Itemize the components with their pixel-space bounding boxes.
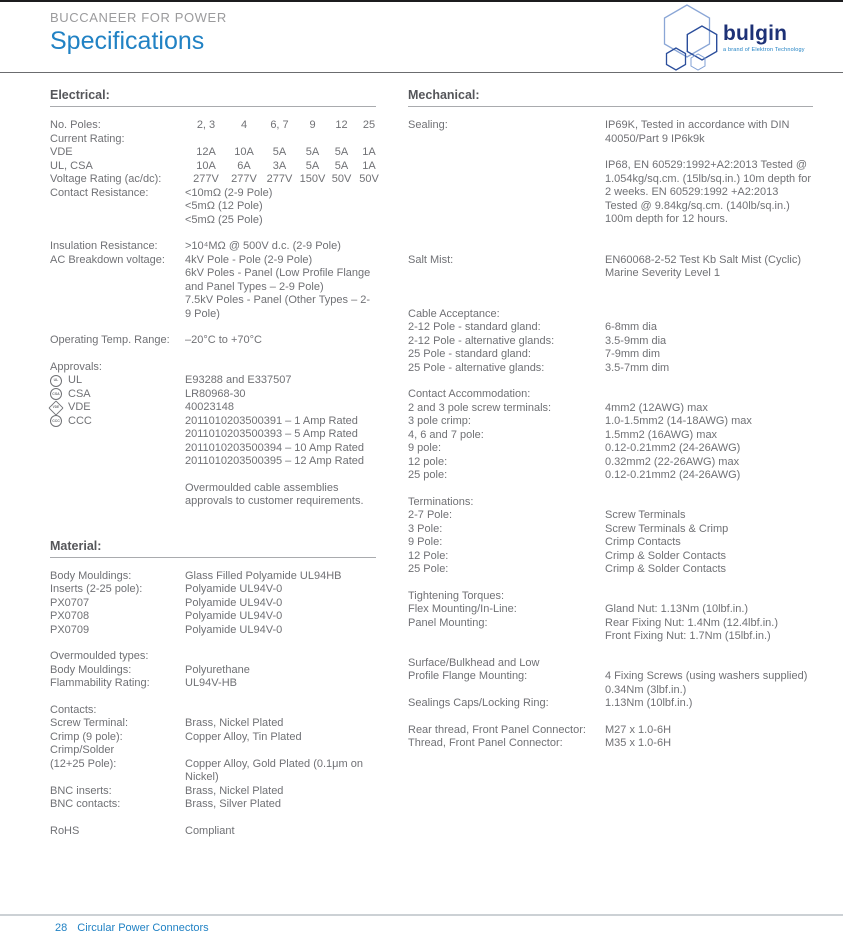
spec-label: Current Rating: [50, 132, 125, 145]
spec-label: 12 Pole: [408, 549, 449, 562]
group-header-row [408, 590, 813, 604]
spec-row [408, 348, 813, 362]
spec-value: Copper Alloy, Tin Plated [185, 730, 302, 743]
page-footer [0, 914, 843, 931]
spec-row [408, 402, 813, 416]
spec-label: Crimp/Solder (12+25 Pole): [50, 744, 117, 770]
spec-label: Flammability Rating: [50, 677, 150, 689]
spec-value: >10⁴MΩ @ 500V d.c. (2-9 Pole) [185, 240, 341, 252]
agency-ul: UL UL [50, 374, 185, 388]
table-cell: 12 [335, 119, 348, 131]
electrical-section-title: Electrical: [50, 88, 376, 107]
table-cell: 50V [359, 173, 379, 185]
spec-value: Brass, Silver Plated [185, 798, 281, 810]
spec-value: Brass, Nickel Plated [185, 717, 284, 729]
spec-row [50, 187, 376, 228]
approvals-row [50, 361, 376, 375]
spec-label: PX0708 [50, 610, 90, 622]
vde-mark-icon: VDE [48, 400, 63, 415]
group-header: Contact Accommodation: [408, 388, 531, 400]
spec-row [408, 563, 813, 577]
table-cell: 150V [299, 173, 326, 185]
ul-mark-icon: UL [50, 375, 62, 387]
spec-label: PX0707 [50, 596, 90, 609]
content-columns [0, 72, 843, 838]
spec-label: Sealing: [408, 119, 448, 131]
table-row [50, 119, 376, 133]
spec-label: Screw Terminal: [50, 717, 129, 729]
page-title: Specifications [50, 27, 205, 55]
spec-row [50, 597, 376, 611]
spec-label: AC Breakdown voltage: [50, 253, 165, 266]
spec-row [408, 119, 813, 227]
table-cell: 9 [309, 119, 316, 131]
spec-label: 2-12 Pole - alternative glands: [408, 334, 555, 347]
table-cell: 277V [193, 173, 219, 185]
spec-value: Crimp & Solder Contacts [605, 563, 727, 575]
group-header-row [408, 388, 813, 402]
group-header: Tightening Torques: [408, 589, 505, 602]
spec-row [408, 697, 813, 711]
footer-label: Circular Power Connectors [77, 922, 209, 931]
spec-label: Salt Mist: [408, 253, 454, 266]
table-cell: 4 [240, 119, 248, 131]
spec-value: Gland Nut: 1.13Nm (10lbf.in.) [605, 603, 749, 615]
spec-row [50, 677, 376, 691]
group-header-row [50, 704, 376, 718]
spec-row [50, 240, 376, 254]
group-header: Terminations: [408, 495, 474, 508]
table-cell: 277V [266, 173, 293, 185]
table-cell: 50V [331, 173, 352, 185]
spec-label: VDE [50, 146, 73, 158]
table-cell: 2, 3 [196, 119, 216, 131]
spec-value: EN60068-2-52 Test Kb Salt Mist (Cyclic) Marine Severity Level 1 [605, 253, 802, 279]
spec-label: BNC contacts: [50, 798, 121, 810]
spec-value: Polyamide UL94V-0 [185, 623, 283, 636]
spec-value: Crimp Contacts [605, 536, 681, 548]
spec-row [408, 335, 813, 349]
agency-csa: CSA CSA [50, 388, 185, 402]
spec-row [50, 254, 376, 322]
spec-value: –20°C to +70°C [185, 334, 262, 346]
spec-value: Polyamide UL94V-0 [185, 596, 283, 609]
spec-row [408, 536, 813, 550]
group-header: Overmoulded types: [50, 650, 149, 662]
table-cell: 5A [305, 146, 320, 158]
spec-row [50, 785, 376, 799]
table-row [50, 146, 376, 160]
spec-label: 3 pole crimp: [408, 415, 471, 427]
table-row [50, 160, 376, 174]
spec-row [50, 731, 376, 745]
spec-label: 25 Pole - standard gland: [408, 348, 531, 360]
table-cell: 25 [362, 119, 376, 131]
spec-value: Rear Fixing Nut: 1.4Nm (12.4lbf.in.) Front Fixing Nut: 1.7Nm (15lbf.in.) [605, 616, 779, 642]
spec-label: Insulation Resistance: [50, 240, 158, 252]
spec-label: No. Poles: [50, 119, 101, 131]
spec-row [408, 456, 813, 470]
mechanical-section [408, 88, 813, 751]
agency-vde: VDE VDE [50, 401, 185, 415]
spec-row [50, 334, 376, 348]
approvals-detail [50, 374, 376, 509]
approval-numbers: E93288 and E337507 LR80968-30 40023148 2011010203500391 – 1 Amp Rated 2011010203500393 – 5 Amp Rated 2011010203500394 – 10 Amp Rated 2011010203500395 – 12 Amp Rated Overmoulded cable assemblies approvals to customer requirements. [185, 374, 376, 509]
spec-label: 25 Pole: [408, 563, 449, 575]
spec-label: 9 Pole: [408, 536, 443, 548]
spec-label: PX0709 [50, 623, 90, 636]
group-header-row [408, 308, 813, 322]
bulgin-brand-text: bulgin [723, 22, 788, 45]
spec-row [50, 610, 376, 624]
table-cell: 3A [272, 159, 287, 172]
spec-label: Inserts (2-25 pole): [50, 583, 143, 595]
spec-label: BNC inserts: [50, 784, 112, 797]
spec-value: Screw Terminals [605, 509, 686, 521]
table-cell: 6, 7 [270, 119, 289, 131]
spec-row [50, 570, 376, 584]
spec-value: Glass Filled Polyamide UL94HB [185, 569, 342, 582]
spec-value: Screw Terminals & Crimp [605, 522, 729, 535]
spec-row [408, 442, 813, 456]
spec-label: Body Mouldings: [50, 663, 132, 676]
table-cell: 1A [362, 159, 376, 172]
spec-row [408, 550, 813, 564]
spec-label: 25 pole: [408, 469, 448, 481]
spec-row [50, 583, 376, 597]
spec-row [408, 415, 813, 429]
spec-row [408, 603, 813, 617]
spec-row [50, 717, 376, 731]
spec-label: Crimp (9 pole): [50, 730, 123, 743]
spec-label: 2-12 Pole - standard gland: [408, 321, 541, 333]
spec-value: Crimp & Solder Contacts [605, 549, 727, 562]
table-cell: 5A [272, 146, 287, 158]
spec-value: M27 x 1.0-6H [605, 723, 672, 736]
electrical-section [50, 88, 379, 509]
table-cell: 10A [196, 159, 216, 172]
spec-label: Sealings Caps/Locking Ring: [408, 697, 549, 709]
rohs-row [50, 825, 376, 839]
bulgin-logo [639, 2, 829, 72]
table-cell: 5A [334, 146, 349, 158]
spec-value: Compliant [185, 824, 235, 837]
table-cell: 12A [196, 146, 216, 158]
spec-value: M35 x 1.0-6H [605, 737, 672, 749]
spec-value: 3.5-7mm dim [605, 361, 670, 374]
spec-row [408, 737, 813, 751]
spec-label: 3 Pole: [408, 522, 443, 535]
spec-label: Voltage Rating (ac/dc): [50, 173, 162, 185]
spec-value: UL94V-HB [185, 677, 237, 689]
spec-value: IP69K, Tested in accordance with DIN 40050/Part 9 IP6k9k IP68, EN 60529:1992+A2:2013 Tested @ 1.054kg/sq.cm. (15lb/sq.in.) 10m depth for 2 weeks. EN 60529:1992 +A2:2013 Tested @ 9.84kg/sq.cm. (140lb/sq.in.) 100m depth for 12 hours. [605, 119, 812, 225]
spec-row [408, 617, 813, 644]
spec-label: 2 and 3 pole screw terminals: [408, 401, 552, 414]
approvals-note: Overmoulded cable assemblies approvals to customer requirements. [185, 481, 364, 507]
spec-value: 1.5mm2 (16AWG) max [605, 428, 718, 441]
ccc-mark-icon: CCC [50, 415, 62, 427]
csa-mark-icon: CSA [50, 388, 62, 400]
spec-label: Thread, Front Panel Connector: [408, 737, 563, 749]
spec-label: Rear thread, Front Panel Connector: [408, 723, 586, 736]
spec-label: 9 pole: [408, 442, 442, 454]
spec-label: 25 Pole - alternative glands: [408, 361, 545, 374]
spec-label: Surface/Bulkhead and Low Profile Flange Mounting: [408, 656, 540, 682]
spec-row-surface-mounting [408, 657, 813, 698]
table-row [50, 173, 379, 187]
spec-value: 7-9mm dim [605, 348, 661, 360]
group-header: Contacts: [50, 703, 97, 716]
spec-row [50, 664, 376, 678]
spec-value: 6-8mm dia [605, 321, 657, 333]
approval-agencies [50, 374, 185, 509]
spec-label: UL, CSA [50, 159, 93, 172]
bulgin-tagline: a brand of Elektron Technology [723, 47, 805, 53]
spec-value: Copper Alloy, Gold Plated (0.1μm on Nickel) [185, 757, 363, 783]
series-eyebrow: BUCCANEER FOR POWER [50, 10, 227, 25]
spec-value: Polyamide UL94V-0 [185, 583, 283, 595]
spec-row [408, 254, 813, 281]
left-column [50, 88, 379, 838]
table-cell: 10A [234, 146, 254, 158]
header-rule [0, 72, 843, 73]
table-cell: 5A [334, 159, 349, 172]
spec-label: Panel Mounting: [408, 616, 488, 629]
spec-row [408, 469, 813, 483]
agency-ccc: CCC CCC [50, 415, 185, 429]
spec-value: 4kV Pole - Pole (2-9 Pole) 6kV Poles - Panel (Low Profile Flange and Panel Types – 2-9 Pole) 7.5kV Poles - Panel (Other Types – 2-9 Pole) [185, 253, 371, 320]
table-cell: 5A [305, 159, 320, 172]
spec-label: 4, 6 and 7 pole: [408, 428, 484, 441]
material-section [50, 539, 376, 839]
material-section-title: Material: [50, 539, 376, 558]
spec-label: Body Mouldings: [50, 569, 132, 582]
spec-row [408, 509, 813, 523]
spec-label: Operating Temp. Range: [50, 334, 170, 346]
spec-value: Brass, Nickel Plated [185, 784, 284, 797]
spec-label: Contact Resistance: [50, 186, 149, 199]
spec-value: 1.13Nm (10lbf.in.) [605, 697, 693, 709]
spec-row [408, 321, 813, 335]
table-row [50, 133, 376, 147]
spec-value: 0.32mm2 (22-26AWG) max [605, 455, 740, 468]
spec-row [408, 523, 813, 537]
spec-value: 4mm2 (12AWG) max [605, 401, 708, 414]
spec-label: Approvals: [50, 360, 102, 373]
spec-row [408, 429, 813, 443]
table-cell: 1A [362, 146, 376, 158]
spec-row [408, 362, 813, 376]
spec-label: Flex Mounting/In-Line: [408, 603, 517, 615]
bulgin-logo-text [723, 22, 805, 53]
spec-value: 3.5-9mm dia [605, 334, 667, 347]
spec-label: 12 pole: [408, 455, 448, 468]
spec-value: <10mΩ (2-9 Pole) <5mΩ (12 Pole) <5mΩ (25 Pole) [185, 186, 273, 226]
spec-value: 4 Fixing Screws (using washers supplied) 0.34Nm (3lbf.in.) [605, 670, 808, 696]
group-header-row [50, 650, 376, 664]
group-header-row [408, 496, 813, 510]
table-cell: 6A [237, 159, 251, 172]
spec-label: 2-7 Pole: [408, 509, 453, 521]
spec-value: 0.12-0.21mm2 (24-26AWG) [605, 469, 741, 481]
spec-label: RoHS [50, 824, 80, 837]
spec-row [50, 798, 376, 812]
page-header [0, 0, 843, 72]
right-column [408, 88, 813, 838]
spec-value: Polyurethane [185, 663, 250, 676]
spec-row-crimp-solder [50, 744, 376, 785]
spec-value: 0.12-0.21mm2 (24-26AWG) [605, 442, 741, 454]
page-number: 28 [55, 922, 68, 931]
group-header: Cable Acceptance: [408, 307, 500, 320]
spec-row [50, 624, 376, 638]
spec-value: Polyamide UL94V-0 [185, 610, 283, 622]
spec-value: 1.0-1.5mm2 (14-18AWG) max [605, 415, 752, 427]
table-cell: 277V [231, 173, 257, 185]
mechanical-section-title: Mechanical: [408, 88, 813, 107]
spec-row [408, 724, 813, 738]
